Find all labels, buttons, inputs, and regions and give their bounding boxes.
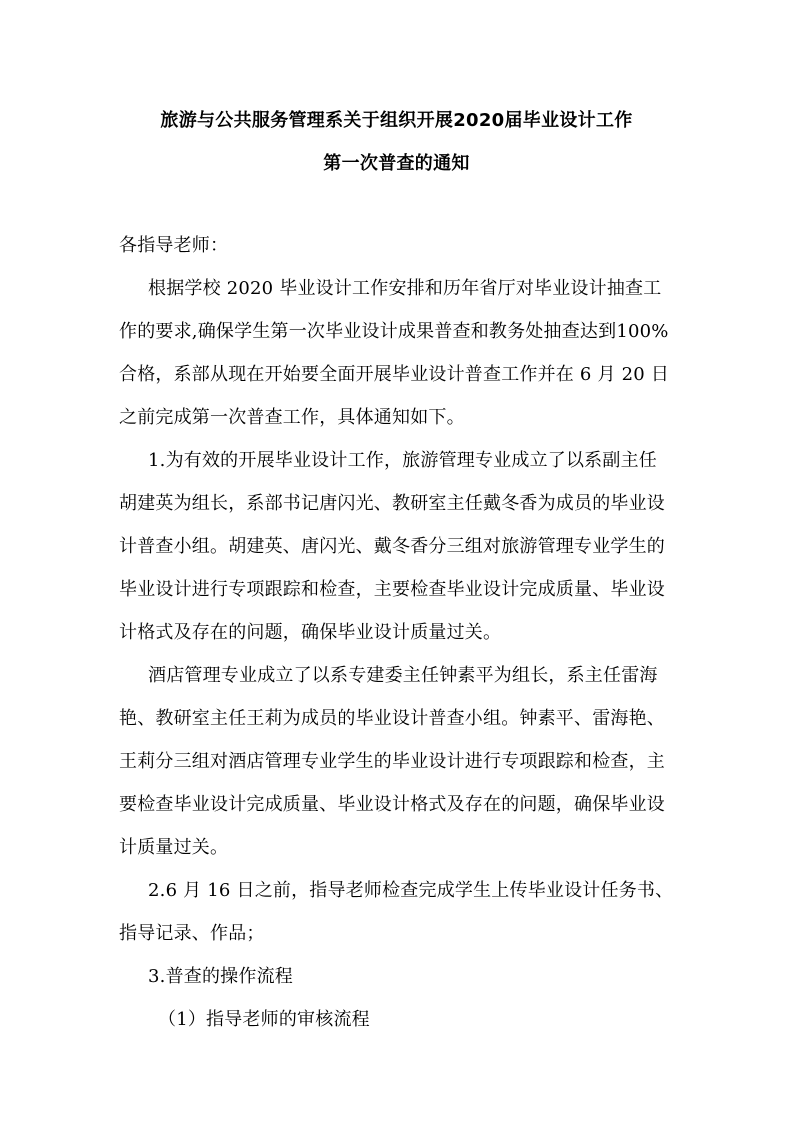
paragraph-line: 合格，系部从现在开始要全面开展毕业设计普查工作并在 6 月 20 日 [119, 364, 670, 385]
paragraph-line: 计格式及存在的问题，确保毕业设计质量过关。 [119, 622, 502, 643]
paragraph-line: 胡建英为组长，系部书记唐闪光、教研室主任戴冬香为成员的毕业设 [119, 493, 665, 514]
salutation: 各指导老师： [119, 235, 229, 256]
paragraph-line: 计普查小组。胡建英、唐闪光、戴冬香分三组对旅游管理专业学生的 [119, 536, 665, 557]
paragraph-line: 作的要求,确保学生第一次毕业设计成果普查和教务处抽查达到100% [119, 321, 669, 342]
paragraph-line: 之前完成第一次普查工作，具体通知如下。 [119, 407, 465, 428]
paragraph-line: 根据学校 2020 毕业设计工作安排和历年省厅对毕业设计抽查工 [148, 278, 662, 299]
paragraph-line: 要检查毕业设计完成质量、毕业设计格式及存在的问题，确保毕业设 [119, 794, 665, 815]
document-title-line-1: 旅游与公共服务管理系关于组织开展2020届毕业设计工作 [160, 110, 633, 131]
paragraph-line: 1.为有效的开展毕业设计工作，旅游管理专业成立了以系副主任 [148, 450, 657, 471]
document-title-line-2: 第一次普查的通知 [323, 153, 470, 174]
paragraph-line: 酒店管理专业成立了以系专建委主任钟素平为组长，系主任雷海 [148, 665, 658, 686]
paragraph-line: 3.普查的操作流程 [148, 966, 293, 987]
paragraph-line: 2.6 月 16 日之前，指导老师检查完成学生上传毕业设计任务书、 [148, 880, 674, 901]
paragraph-line: 艳、教研室主任王莉为成员的毕业设计普查小组。钟素平、雷海艳、 [119, 708, 665, 729]
paragraph-line: 指导记录、作品； [119, 923, 265, 944]
paragraph-line: 王莉分三组对酒店管理专业学生的毕业设计进行专项跟踪和检查，主 [119, 751, 665, 772]
paragraph-line: 毕业设计进行专项跟踪和检查，主要检查毕业设计完成质量、毕业设 [119, 579, 665, 600]
paragraph-line: 计质量过关。 [119, 837, 229, 858]
paragraph-line: （1）指导老师的审核流程 [158, 1009, 370, 1030]
